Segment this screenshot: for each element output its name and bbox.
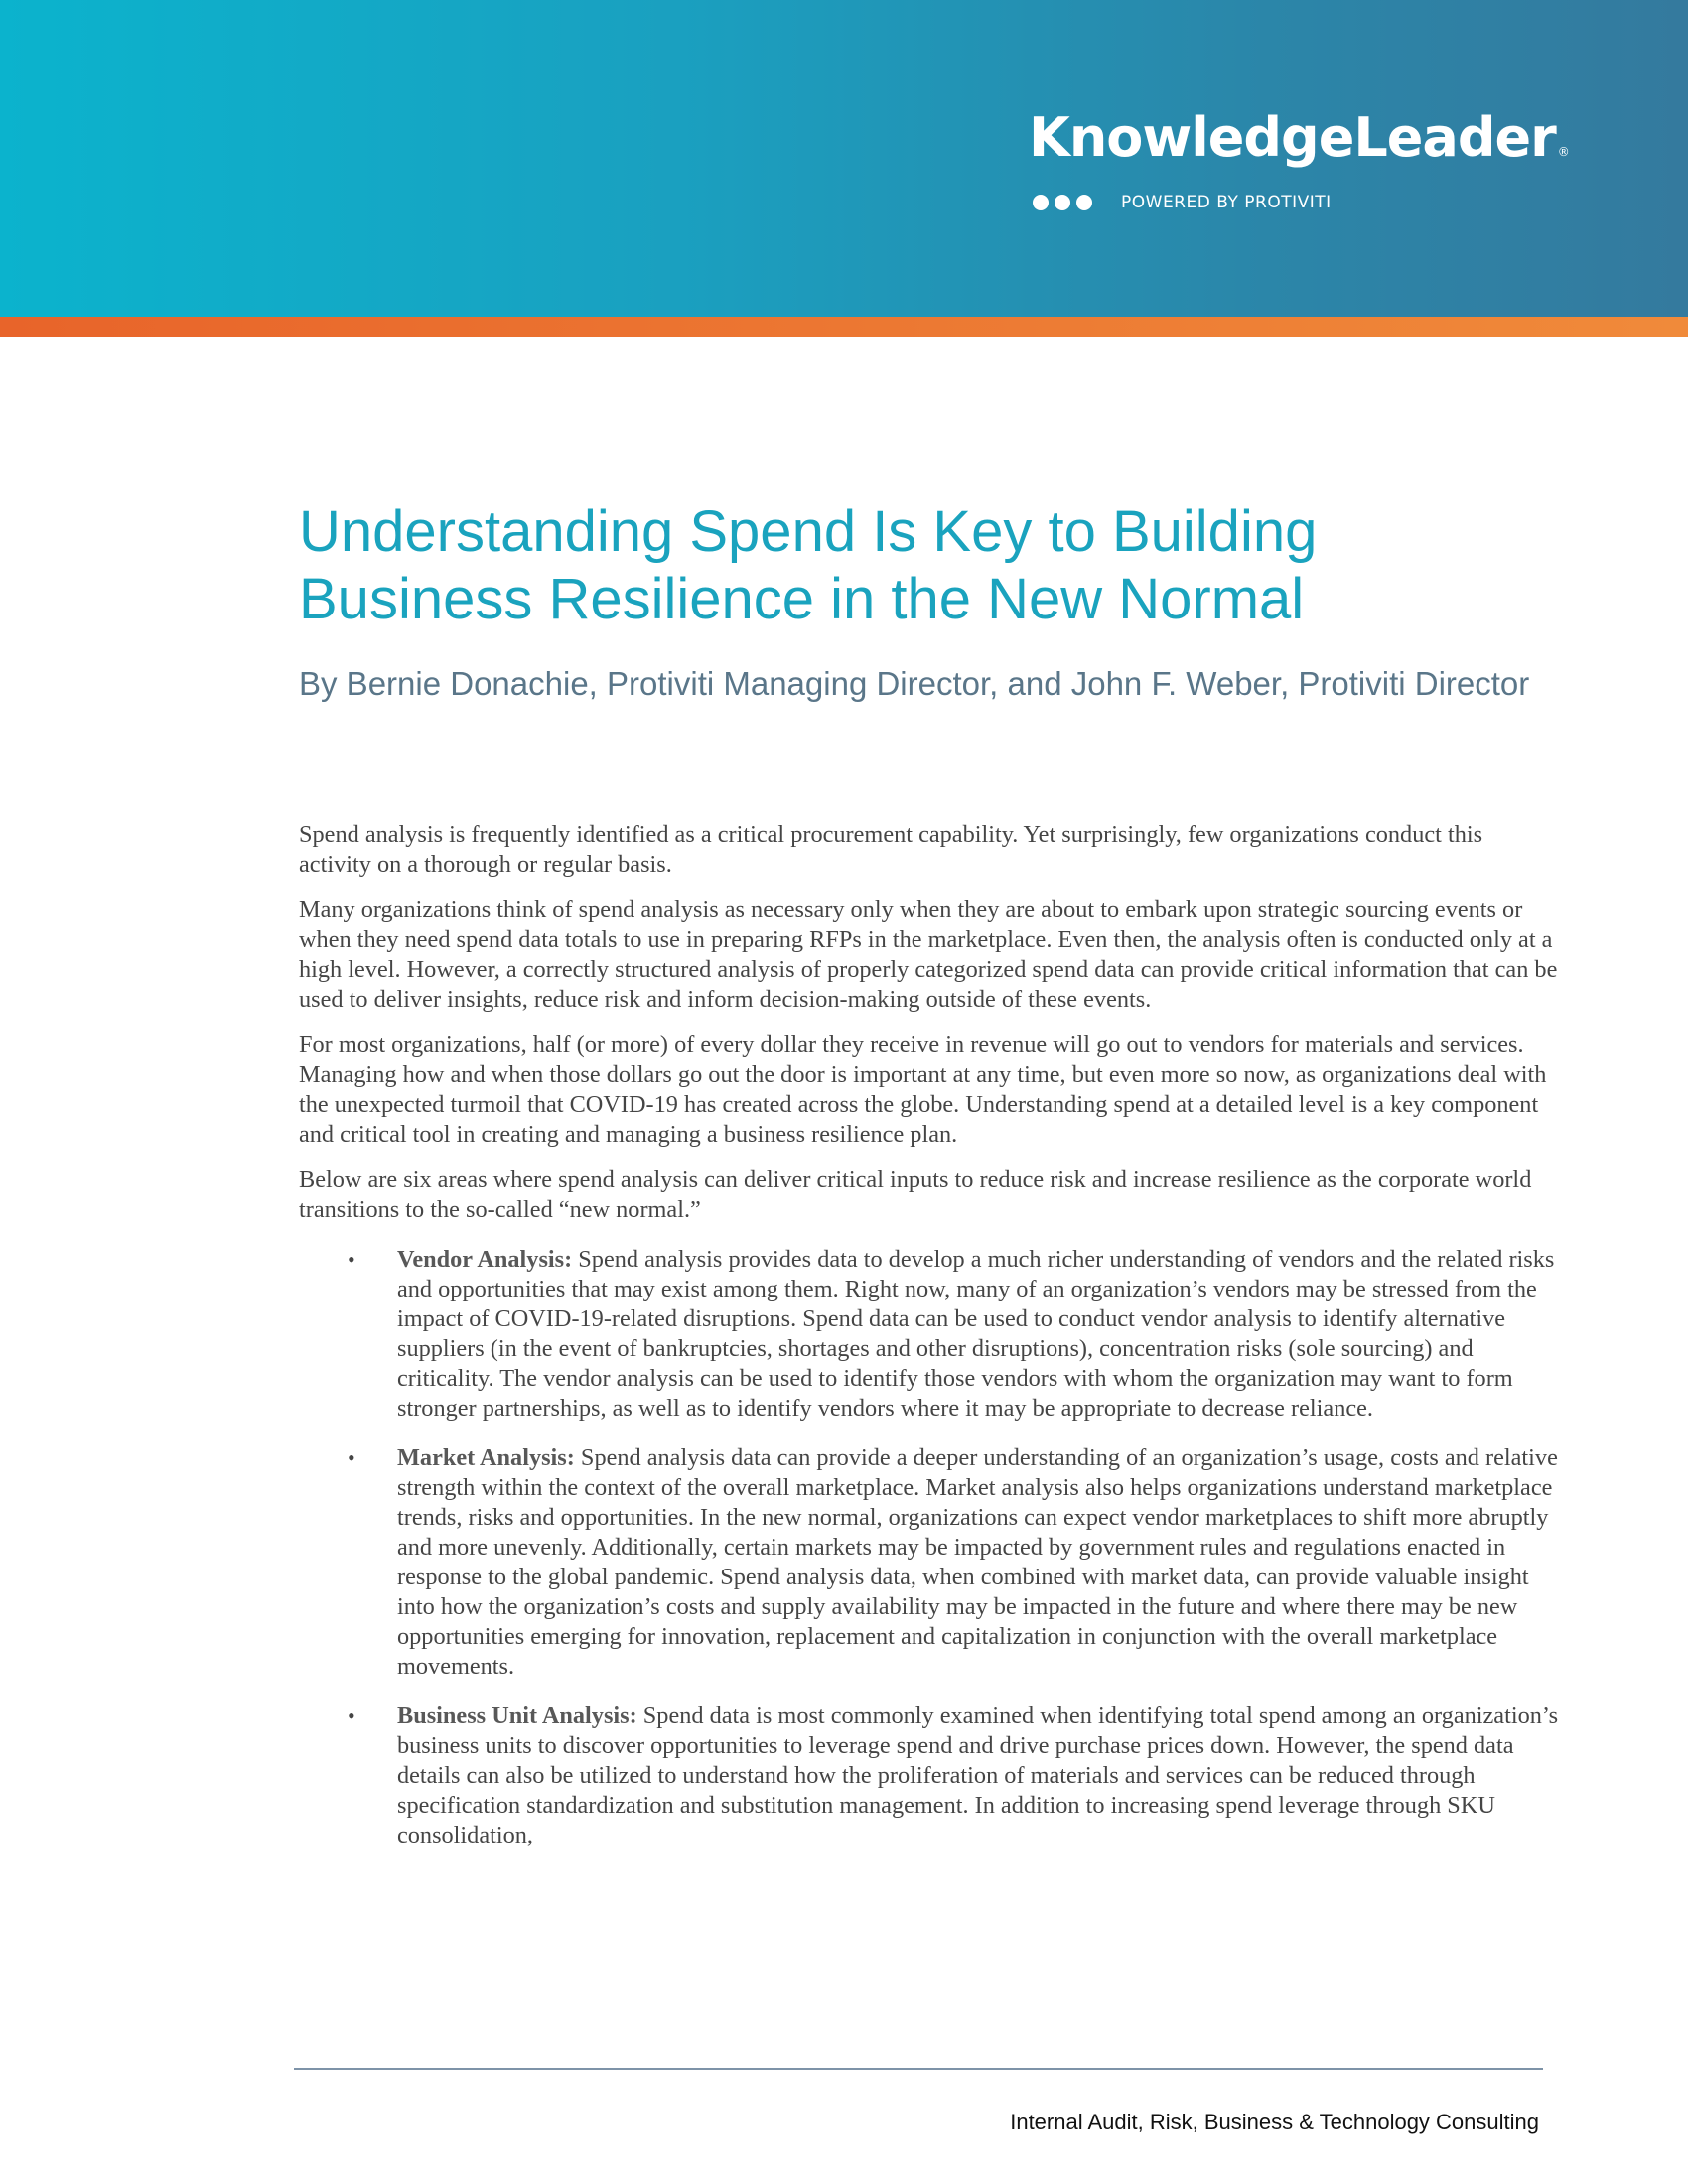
dot-icon [1033,195,1049,210]
paragraph: Spend analysis is frequently identified as a critical procurement capability. Yet surprisingly, few organizations conduct this activity on a thorough or regular basis. [299,821,1483,878]
dot-icon [1076,195,1092,210]
bullet-item-vendor-analysis [299,1245,1560,1424]
header-accent-stripe [0,317,1688,337]
bullet-text: Spend data is most commonly examined when identifying total spend among an organization’s business units to discover opportunities to leverage spend and drive purchase prices down. However, the spend data details can also be utilized to understand how the proliferation of materials and services can be reduced through specification standardization and substitution management. In addition to increasing spend leverage through SKU consolidation, [397,1703,1559,1848]
paragraph: Many organizations think of spend analysis as necessary only when they are about to embark upon strategic sourcing events or when they need spend data totals to use in preparing RFPs in the marketplace. Even then, the analysis often is conducted only at a high level. However, a correctly structured analysis of properly categorized spend data can provide critical information that can be used to deliver insights, reduce risk and inform decision-making outside of these events. [299,896,1558,1013]
registered-mark: ® [1557,145,1569,159]
paragraph: For most organizations, half (or more) of every dollar they receive in revenue will go out to vendors for materials and services. Managing how and when those dollars go out the door is important at any time, but even more so now, as organizations deal with the unexpected turmoil that COVID-19 has created across the globe. Understanding spend at a detailed level is a key component and critical tool in creating and managing a business resilience plan. [299,1031,1547,1148]
article-title: Understanding Spend Is Key to Building Business Resilience in the New Normal [299,499,1318,631]
paragraph: Below are six areas where spend analysis can deliver critical inputs to reduce risk and increase resilience as the corporate world transitions to the so-called “new normal.” [299,1166,1532,1223]
brand-tagline: POWERED BY PROTIVITI [1121,193,1332,212]
bullet-icon: • [348,1247,355,1272]
bullet-item-business-unit-analysis [299,1702,1560,1850]
bullet-icon: • [348,1445,355,1470]
bullet-text: Spend analysis provides data to develop a much richer understanding of vendors and the related risks and opportunities that may exist among them. Right now, many of an organization’s vendors may be stressed from the impact of COVID-19-related disruptions. Spend data can be used to conduct vendor analysis to identify alternative suppliers (in the event of bankruptcies, shortages and other disruptions), concentration risks (sole sourcing) and criticality. The vendor analysis can be used to identify those vendors with whom the organization may want to form stronger partnerships, as well as to identify vendors where it may be appropriate to decrease reliance. [397,1246,1555,1422]
bullet-icon: • [348,1704,355,1728]
footer-text: Internal Audit, Risk, Business & Technology Consulting [1010,2110,1539,2134]
footer-divider [294,2068,1543,2070]
bullet-heading: Vendor Analysis: [397,1246,573,1273]
dot-icon [1055,195,1070,210]
bullet-heading: Market Analysis: [397,1444,575,1471]
brand-logo [1029,103,1569,173]
article-byline: By Bernie Donachie, Protiviti Managing Director, and John F. Weber, Protiviti Director [299,665,1530,702]
bullet-text: Spend analysis data can provide a deeper understanding of an organization’s usage, costs and relative strength within the context of the overall marketplace. Market analysis also helps organizations understand marketplace trends, risks and opportunities. In the new normal, organizations can expect vendor marketplaces to shift more abruptly and more unevenly. Additionally, certain markets may be impacted by government rules and regulations enacted in response to the global pandemic. Spend analysis data, when combined with market data, can provide valuable insight into how the organization’s costs and supply availability may be impacted in the future and where there may be new opportunities emerging for innovation, replacement and capitalization in conjunction with the overall marketplace movements. [397,1444,1558,1680]
brand-name: KnowledgeLeader [1029,106,1556,169]
bullet-list [299,1245,1560,1850]
bullet-item-market-analysis [299,1443,1560,1682]
article-body [299,820,1560,1870]
bullet-heading: Business Unit Analysis: [397,1703,637,1729]
brand-dots-icon [1033,195,1092,210]
